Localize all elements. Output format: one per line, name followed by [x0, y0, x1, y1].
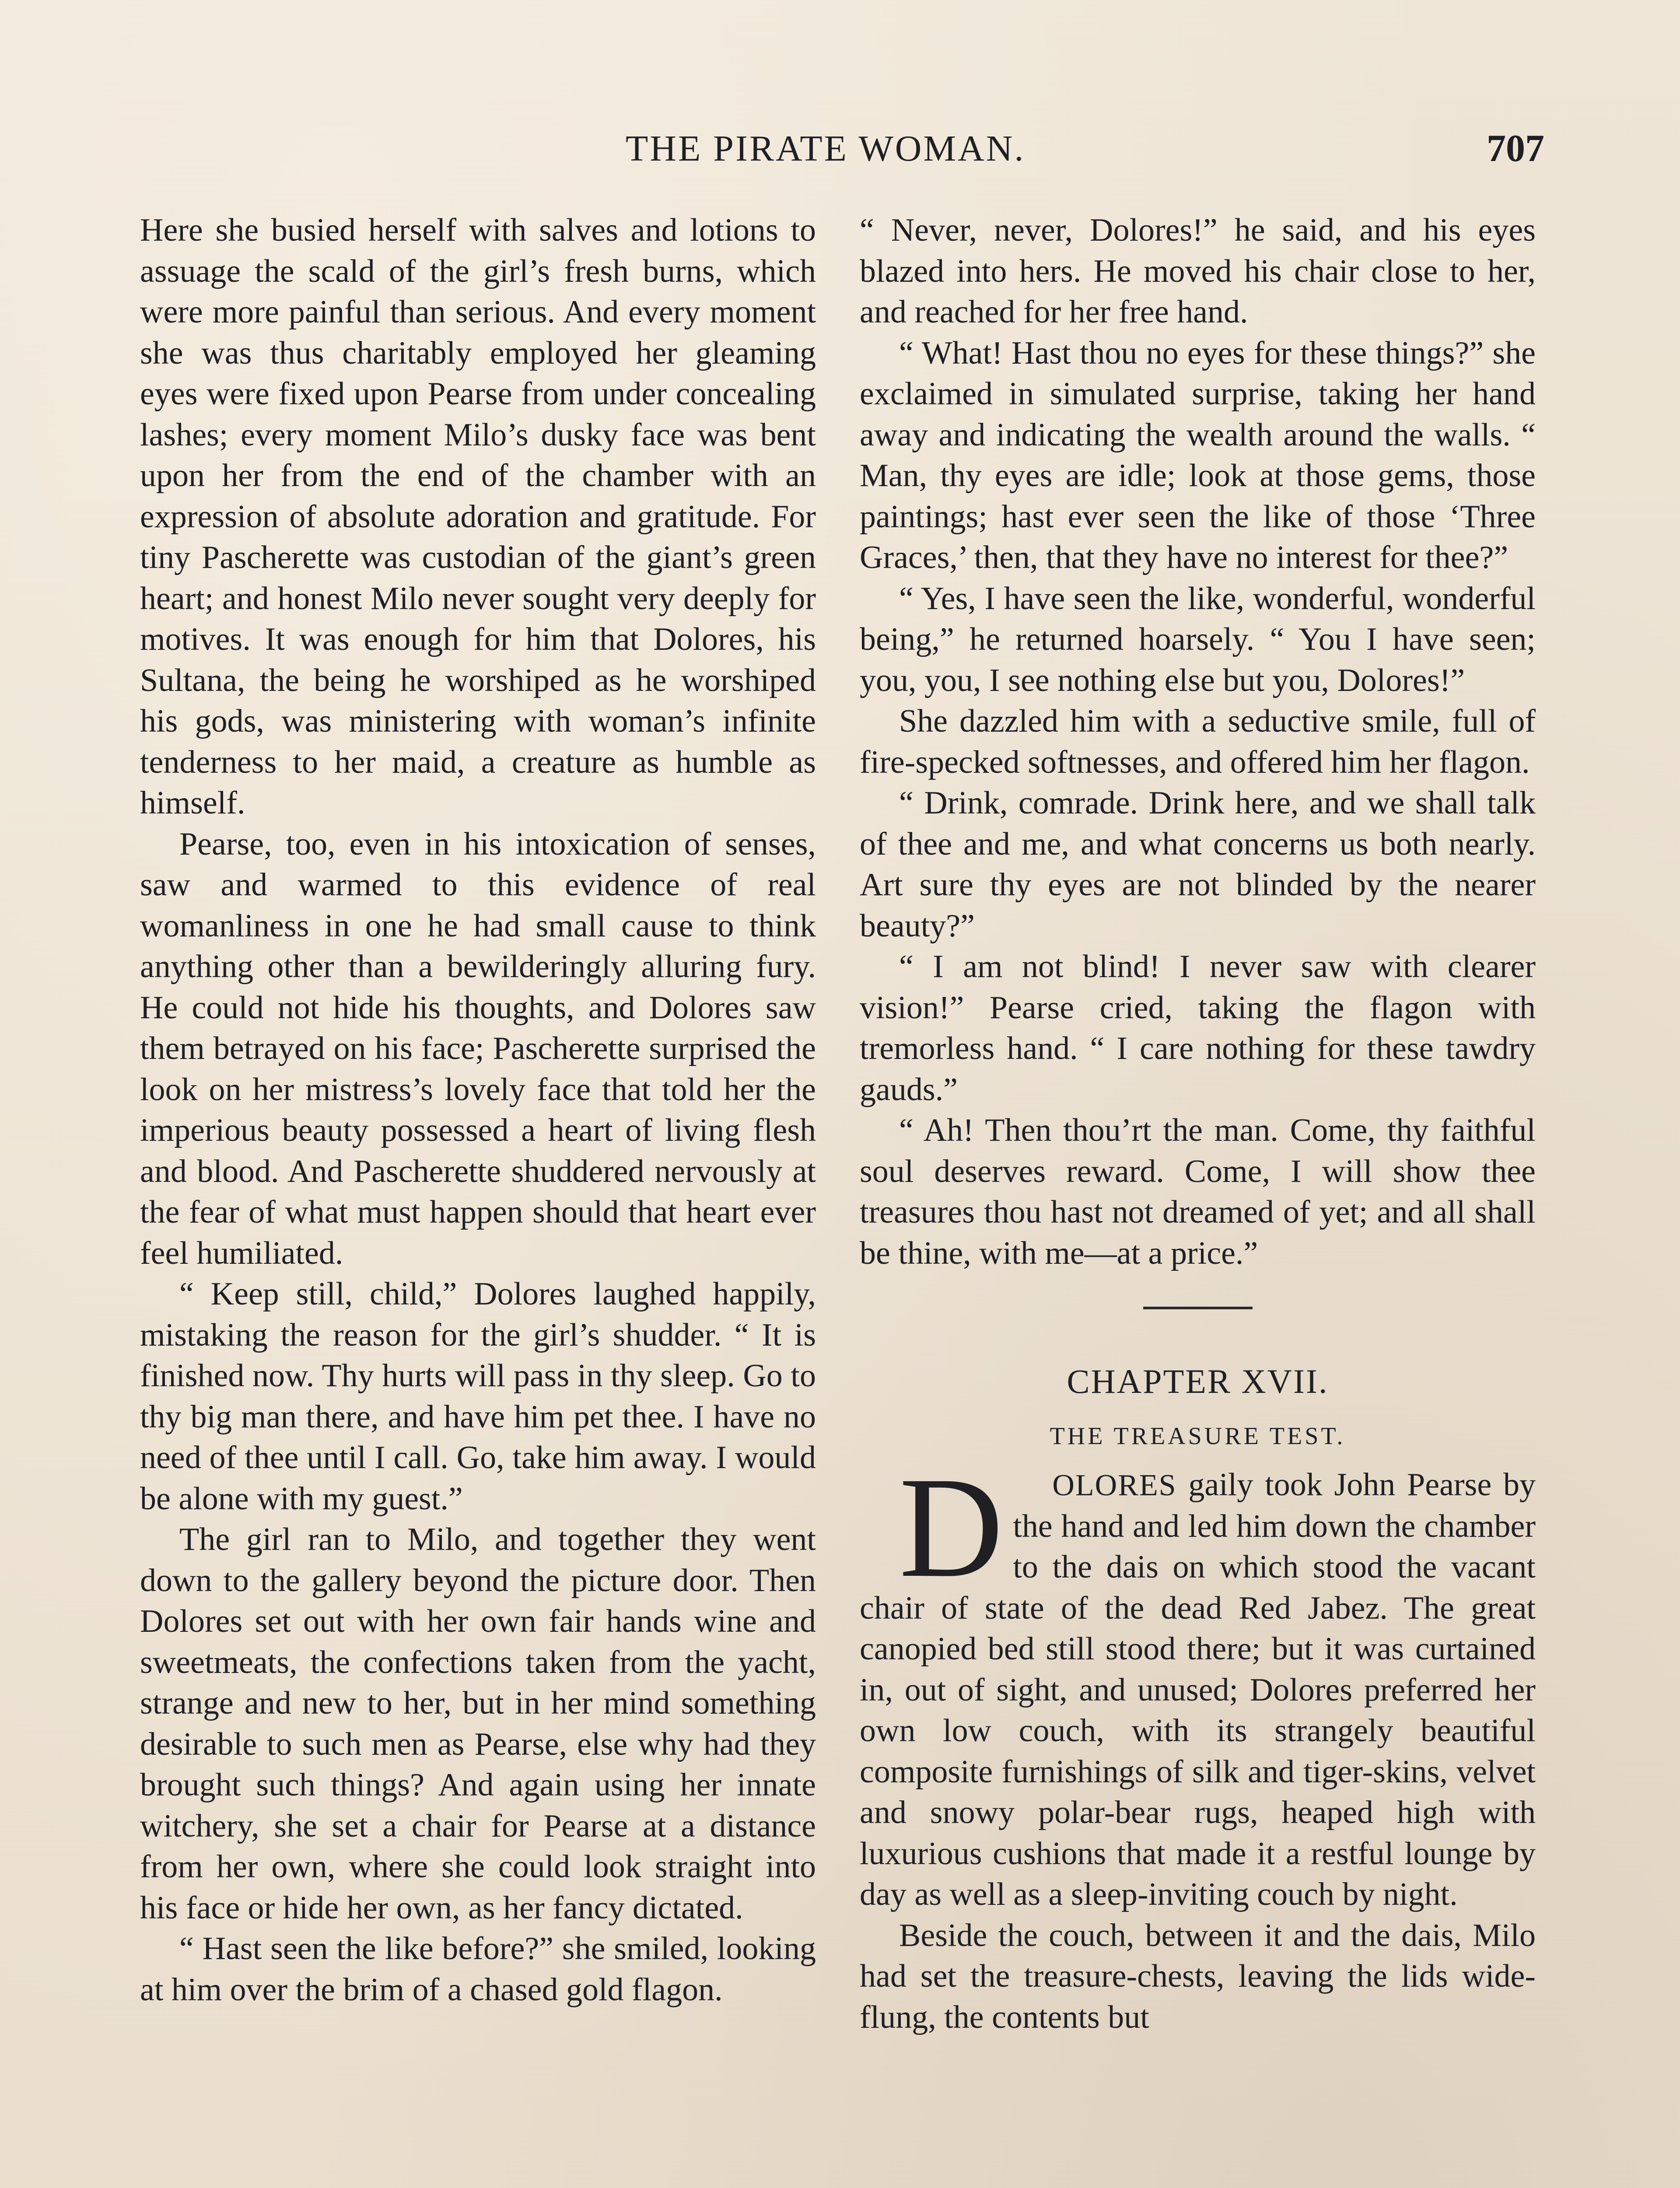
- paragraph: “ I am not blind! I never saw with clearer vision!” Pearse cried, taking the flagon with tremorless hand. “ I care nothing for these tawdry gauds.”: [860, 949, 1536, 1108]
- paragraph: Beside the couch, between it and the dais, Milo had set the treasure-chests, leaving the lids wide-flung, the contents but: [860, 1917, 1536, 2035]
- drop-cap: D: [899, 1448, 1004, 1607]
- paragraph: The girl ran to Milo, and together they went down to the gallery beyond the picture door. Then Dolores set out with her own fair hands wine and sweetmeats, the confections taken from the yacht, strange and new to her, but in her mind something desirable to such men as Pearse, else why had they brought such things? And again using her innate witchery, she set a chair for Pearse at a distance from her own, where she could look straight into his face or hide her own, as her fancy dictated.: [140, 1522, 816, 1926]
- paragraph: “ Yes, I have seen the like, wonderful, wonderful being,” he returned hoarsely. “ You I have seen; you, you, I see nothing else but you, Dolores!”: [860, 580, 1536, 698]
- page-number: 707: [1487, 127, 1544, 170]
- paragraph: “ Hast seen the like before?” she smiled, looking at him over the brim of a chased gold flagon.: [140, 1931, 816, 2008]
- paragraph: “ Keep still, child,” Dolores laughed happily, mistaking the reason for the girl’s shudder. “ It is finished now. Thy hurts will pass in thy sleep. Go to thy big man there, and have him pet thee. I have no need of thee until I call. Go, take him away. I would be alone with my guest.”: [140, 1276, 816, 1517]
- paragraph-text: gaily took John Pearse by the hand and led him down the chamber to the dais on which stood the vacant chair of state of the dead Red Jabez. The great canopied bed still stood there; but it was curtained in, out of sight, and unused; Dolores preferred her own low couch, with its strangely beautiful composite furnishings of silk and tiger-skins, velvet and snowy polar-bear rugs, heaped high with luxurious cushions that made it a restful lounge by day as well as a sleep-inviting couch by night.: [860, 1467, 1536, 1912]
- paragraph: “ Drink, comrade. Drink here, and we shall talk of thee and me, and what concerns us both nearly. Art sure thy eyes are not blinded by the nearer beauty?”: [860, 785, 1536, 944]
- paragraph: She dazzled him with a seductive smile, full of fire-specked softnesses, and offered him her flagon.: [860, 703, 1536, 780]
- chapter-title: CHAPTER XVII.: [1067, 1362, 1329, 1400]
- page-header: [144, 125, 1544, 173]
- left-column: [140, 210, 816, 2010]
- paragraph: “ What! Hast thou no eyes for these things?” she exclaimed in simulated surprise, taking her hand away and indicating the wealth around the walls. “ Man, thy eyes are idle; look at those gems, those paintings; hast ever seen the like of those ‘Three Graces,’ then, that they have no interest for thee?”: [860, 335, 1536, 575]
- paragraph: Here she busied herself with salves and lotions to assuage the scald of the girl’s fresh burns, which were more painful than serious. And every moment she was thus charitably employed her gleaming eyes were fixed upon Pearse from under concealing lashes; every moment Milo’s dusky face was bent upon her from the end of the chamber with an expression of absolute adoration and gratitude. For tiny Pascherette was custodian of the giant’s green heart; and honest Milo never sought very deeply for motives. It was enough for him that Dolores, his Sultana, the being he worshiped as he worshiped his gods, was ministering with woman’s infinite tenderness to her maid, a creature as humble as himself.: [140, 212, 816, 821]
- paragraph: Pearse, too, even in his intoxication of senses, saw and warmed to this evidence of real womanliness in one he had small cause to think anything other than a bewilderingly alluring fury. He could not hide his thoughts, and Dolores saw them betrayed on his face; Pascherette surprised the look on her mistress’s lovely face that told her the imperious beauty possessed a heart of living flesh and blood. And Pascherette shuddered nervously at the fear of what must happen should that heart ever feel humiliated.: [140, 826, 816, 1271]
- chapter-opening-paragraph: [860, 1448, 1536, 1915]
- drop-cap-word-rest: OLORES: [1052, 1469, 1177, 1502]
- paragraph: “ Never, never, Dolores!” he said, and his eyes blazed into hers. He moved his chair close to her, and reached for her free hand.: [860, 212, 1536, 330]
- section-divider: [1143, 1307, 1253, 1309]
- running-title: THE PIRATE WOMAN.: [626, 128, 1026, 169]
- chapter-subtitle: THE TREASURE TEST.: [1050, 1423, 1346, 1450]
- right-column: [860, 210, 1536, 2038]
- paragraph: “ Ah! Then thou’rt the man. Come, thy faithful soul deserves reward. Come, I will show thee treasures thou hast not dreamed of yet; and all shall be thine, with me—at a price.”: [860, 1112, 1536, 1271]
